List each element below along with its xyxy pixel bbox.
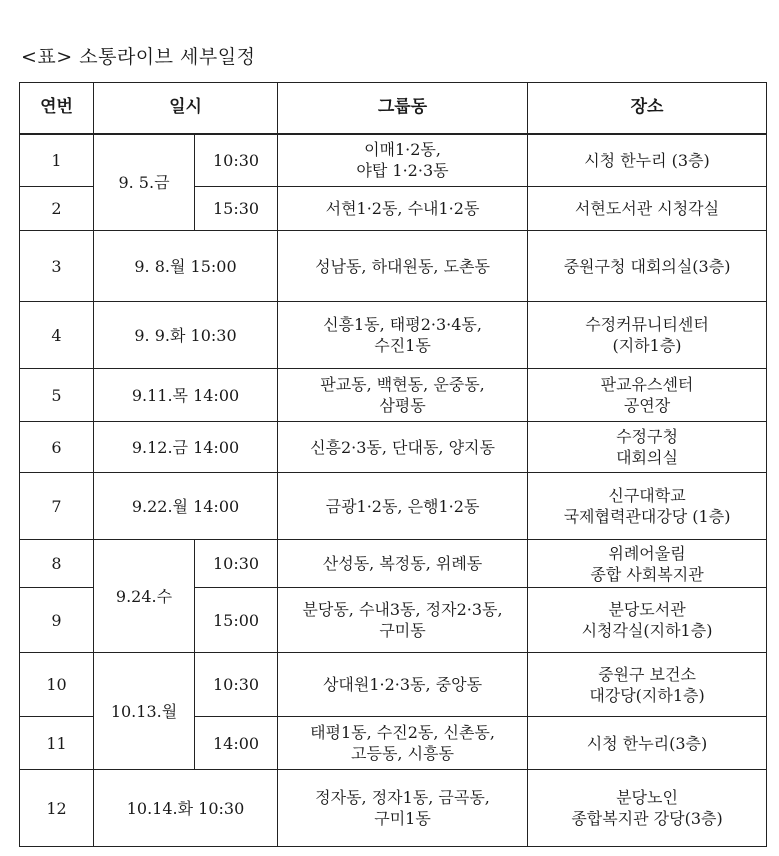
venue-line: 중원구 보건소 — [598, 664, 696, 684]
table-row — [20, 302, 767, 369]
cell-venue — [528, 717, 767, 770]
cell-datetime: 10.14.화 10:30 — [94, 770, 278, 847]
header-no: 연번 — [20, 83, 94, 134]
cell-group — [278, 473, 528, 540]
venue-line: 분당도서관 — [608, 600, 686, 619]
cell-no: 9 — [20, 588, 94, 653]
table-header-row — [20, 83, 767, 134]
cell-date: 9. 5.금 — [94, 134, 195, 231]
group-line: 구미동 — [379, 621, 426, 640]
cell-time: 10:30 — [195, 653, 278, 717]
group-line: 상대원1·2·3동, 중앙동 — [322, 675, 483, 694]
cell-group — [278, 422, 528, 473]
cell-group — [278, 302, 528, 369]
venue-line: 종합복지관 강당(3층) — [571, 809, 723, 828]
cell-datetime: 9.12.금 14:00 — [94, 422, 278, 473]
group-line: 이매1·2동, — [364, 140, 441, 160]
venue-line: 수정커뮤니티센터 — [585, 315, 709, 334]
venue-line: 신구대학교 — [608, 486, 686, 505]
table-row — [20, 653, 767, 717]
table-row — [20, 422, 767, 473]
venue-line: 분당노인 — [616, 788, 678, 807]
cell-venue — [528, 770, 767, 847]
cell-no: 12 — [20, 770, 94, 847]
group-line: 태평1동, 수진2동, 신촌동, — [310, 723, 495, 742]
venue-line: 서현도서관 시청각실 — [574, 199, 720, 218]
header-datetime: 일시 — [94, 83, 278, 134]
venue-line: 종합 사회복지관 — [590, 564, 704, 584]
cell-no: 6 — [20, 422, 94, 473]
schedule-table — [19, 82, 767, 847]
group-line: 고등동, 시흥동 — [351, 744, 454, 763]
cell-group — [278, 717, 528, 770]
cell-date: 9.24.수 — [94, 540, 195, 653]
group-line: 신흥2·3동, 단대동, 양지동 — [310, 437, 495, 457]
venue-line: 국제협력관대강당 (1층) — [563, 507, 731, 526]
document-title: <표> 소통라이브 세부일정 — [21, 46, 256, 68]
group-line: 분당동, 수내3동, 정자2·3동, — [302, 600, 503, 619]
cell-venue — [528, 653, 767, 717]
cell-no: 8 — [20, 540, 94, 588]
venue-line: 중원구청 대회의실(3층) — [563, 256, 731, 276]
cell-venue — [528, 588, 767, 653]
cell-datetime: 9.22.월 14:00 — [94, 473, 278, 540]
cell-no: 10 — [20, 653, 94, 717]
cell-no: 3 — [20, 231, 94, 302]
group-line: 야탑 1·2·3동 — [356, 161, 449, 181]
cell-venue — [528, 540, 767, 588]
venue-line: 공연장 — [623, 396, 671, 415]
group-line: 정자동, 정자1동, 금곡동, — [315, 788, 490, 807]
group-line: 금광1·2동, 은행1·2동 — [325, 496, 480, 516]
cell-venue — [528, 134, 767, 187]
venue-line: 시청 한누리 (3층) — [584, 150, 710, 170]
group-line: 판교동, 백현동, 운중동, — [320, 375, 485, 394]
cell-group — [278, 231, 528, 302]
cell-venue — [528, 369, 767, 422]
cell-no: 1 — [20, 134, 94, 187]
group-line: 수진1동 — [374, 336, 431, 355]
cell-venue — [528, 422, 767, 473]
venue-line: 시청각실(지하1층) — [581, 621, 713, 640]
group-line: 산성동, 복정동, 위례동 — [322, 554, 483, 573]
table-row — [20, 540, 767, 588]
cell-venue — [528, 231, 767, 302]
group-line: 서현1·2동, 수내1·2동 — [325, 199, 480, 218]
cell-time: 15:30 — [195, 187, 278, 231]
cell-group — [278, 770, 528, 847]
cell-group — [278, 187, 528, 231]
cell-date: 10.13.월 — [94, 653, 195, 770]
table-row — [20, 369, 767, 422]
group-line: 삼평동 — [379, 396, 426, 415]
cell-time: 14:00 — [195, 717, 278, 770]
group-line: 신흥1동, 태평2·3·4동, — [323, 315, 482, 334]
cell-no: 4 — [20, 302, 94, 369]
header-venue: 장소 — [528, 83, 767, 134]
venue-line: 대강당(지하1층) — [589, 685, 705, 705]
cell-group — [278, 369, 528, 422]
cell-no: 11 — [20, 717, 94, 770]
cell-group — [278, 540, 528, 588]
cell-venue — [528, 302, 767, 369]
group-line: 성남동, 하대원동, 도촌동 — [315, 256, 490, 276]
cell-no: 2 — [20, 187, 94, 231]
table-row — [20, 134, 767, 187]
table-row — [20, 231, 767, 302]
table-row — [20, 473, 767, 540]
cell-time: 10:30 — [195, 134, 278, 187]
cell-venue — [528, 187, 767, 231]
cell-datetime: 9. 8.월 15:00 — [94, 231, 278, 302]
table-row — [20, 770, 767, 847]
cell-time: 15:00 — [195, 588, 278, 653]
group-line: 구미1동 — [374, 809, 431, 828]
cell-group — [278, 134, 528, 187]
cell-venue — [528, 473, 767, 540]
venue-line: 판교유스센터 — [600, 375, 694, 394]
venue-line: (지하1층) — [612, 336, 682, 355]
cell-no: 7 — [20, 473, 94, 540]
cell-no: 5 — [20, 369, 94, 422]
venue-line: 대회의실 — [616, 448, 678, 467]
cell-datetime: 9.11.목 14:00 — [94, 369, 278, 422]
cell-group — [278, 653, 528, 717]
cell-datetime: 9. 9.화 10:30 — [94, 302, 278, 369]
venue-line: 수정구청 — [616, 427, 678, 446]
cell-time: 10:30 — [195, 540, 278, 588]
header-group: 그룹동 — [278, 83, 528, 134]
venue-line: 시청 한누리(3층) — [586, 733, 708, 753]
cell-group — [278, 588, 528, 653]
venue-line: 위례어울림 — [608, 543, 686, 563]
